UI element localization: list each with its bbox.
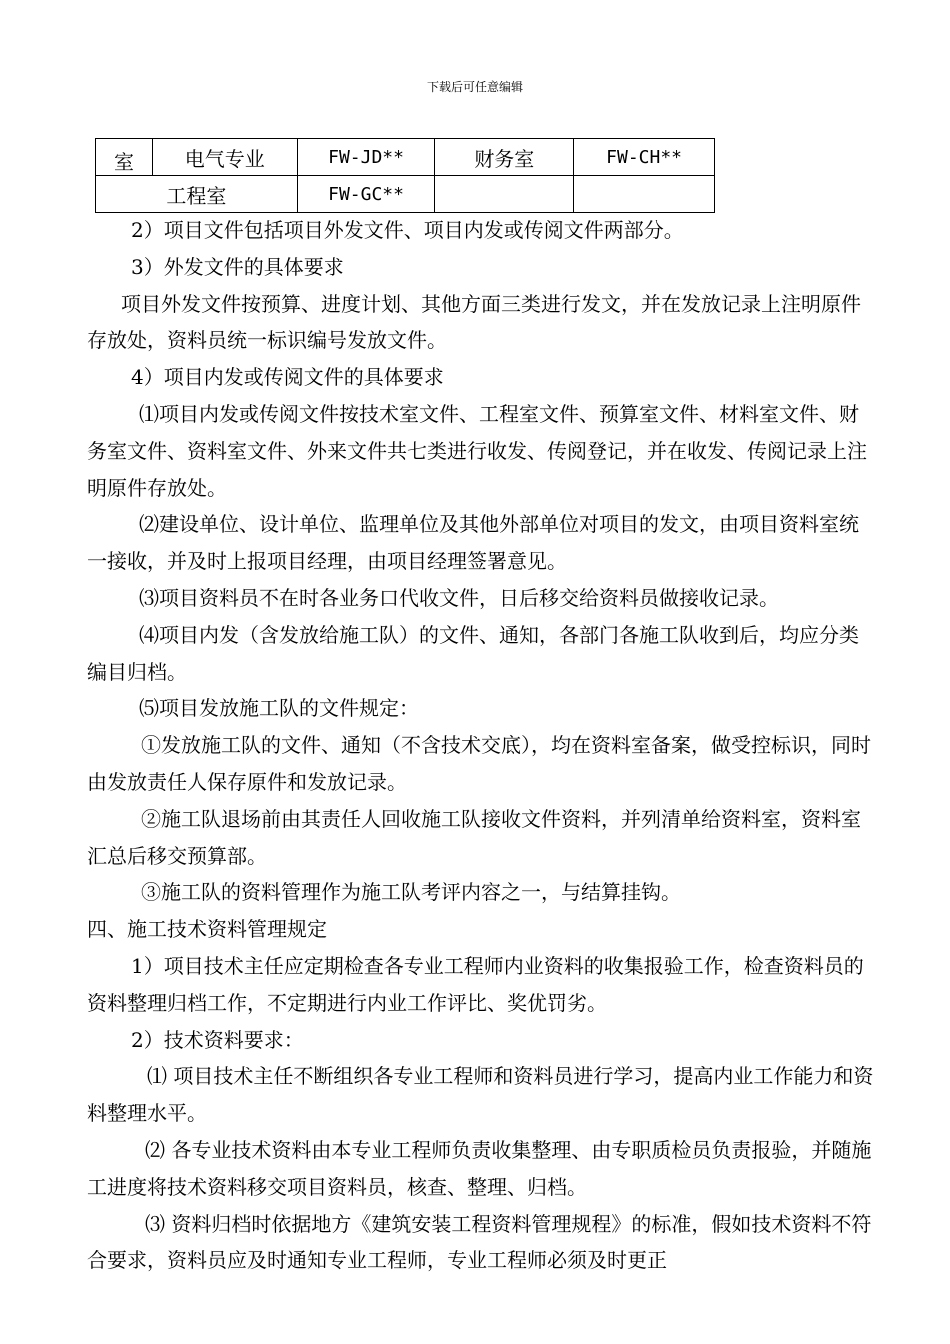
paragraph: 3）外发文件的具体要求 [131, 254, 344, 279]
table-row [96, 176, 715, 213]
table-cell: FW-GC** [297, 176, 435, 213]
table-cell: 财务室 [435, 139, 574, 176]
table-cell: FW-JD** [297, 139, 435, 176]
paragraph: 4）项目内发或传阅文件的具体要求 [131, 365, 444, 390]
paragraph: 项目外发文件按预算、进度计划、其他方面三类进行发文，并在发放记录上注明原件存放处，资料员统一标识编号发放文件。 [87, 291, 861, 353]
department-code-table [95, 138, 715, 213]
table-cell: 室 [96, 139, 153, 176]
paragraph: ⑴项目内发或传阅文件按技术室文件、工程室文件、预算室文件、材料室文件、财务室文件、资料室文件、外来文件共七类进行收发、传阅登记，并在收发、传阅记录上注明原件存放处。 [87, 401, 867, 500]
table-row [96, 139, 715, 176]
paragraph: ③施工队的资料管理作为施工队考评内容之一，与结算挂钩。 [141, 880, 681, 905]
table-cell [574, 176, 715, 213]
paragraph: ⑵建设单位、设计单位、监理单位及其他外部单位对项目的发文，由项目资料室统一接收，并及时上报项目经理，由项目经理签署意见。 [87, 512, 859, 574]
table-cell: 电气专业 [152, 139, 297, 176]
paragraph: 2）技术资料要求： [131, 1027, 304, 1052]
paragraph: 2）项目文件包括项目外发文件、项目内发或传阅文件两部分。 [131, 218, 684, 242]
paragraph: ⑶项目资料员不在时各业务口代收文件，日后移交给资料员做接收记录。 [139, 585, 779, 610]
paragraph: ⑴ 项目技术主任不断组织各专业工程师和资料员进行学习，提高内业工作能力和资料整理水平。 [87, 1064, 874, 1126]
table-cell: FW-CH** [574, 139, 715, 176]
document-body [87, 212, 877, 1279]
paragraph: ⑷项目内发（含发放给施工队）的文件、通知，各部门各施工队收到后，均应分类编目归档。 [87, 622, 859, 684]
table-cell: 工程室 [96, 176, 298, 213]
paragraph: ①发放施工队的文件、通知（不含技术交底），均在资料室备案，做受控标识，同时由发放责任人保存原件和发放记录。 [87, 733, 871, 794]
paragraph: ⑵ 各专业技术资料由本专业工程师负责收集整理、由专职质检员负责报验，并随施工进度将技术资料移交项目资料员，核查、整理、归档。 [87, 1137, 872, 1199]
section-heading: 四、施工技术资料管理规定 [87, 917, 327, 942]
paragraph: ⑶ 资料归档时依据地方《建筑安装工程资料管理规程》的标准，假如技术资料不符合要求，资料员应及时通知专业工程师，专业工程师必须及时更正 [87, 1211, 872, 1273]
table-cell [435, 176, 574, 213]
page-header: 下载后可任意编辑 [426, 80, 523, 94]
paragraph: ⑸项目发放施工队的文件规定： [139, 696, 419, 721]
paragraph: 1）项目技术主任应定期检查各专业工程师内业资料的收集报验工作，检查资料员的资料整理归档工作，不定期进行内业工作评比、奖优罚劣。 [87, 953, 864, 1015]
paragraph: ②施工队退场前由其责任人回收施工队接收文件资料，并列清单给资料室，资料室汇总后移交预算部。 [87, 806, 861, 868]
